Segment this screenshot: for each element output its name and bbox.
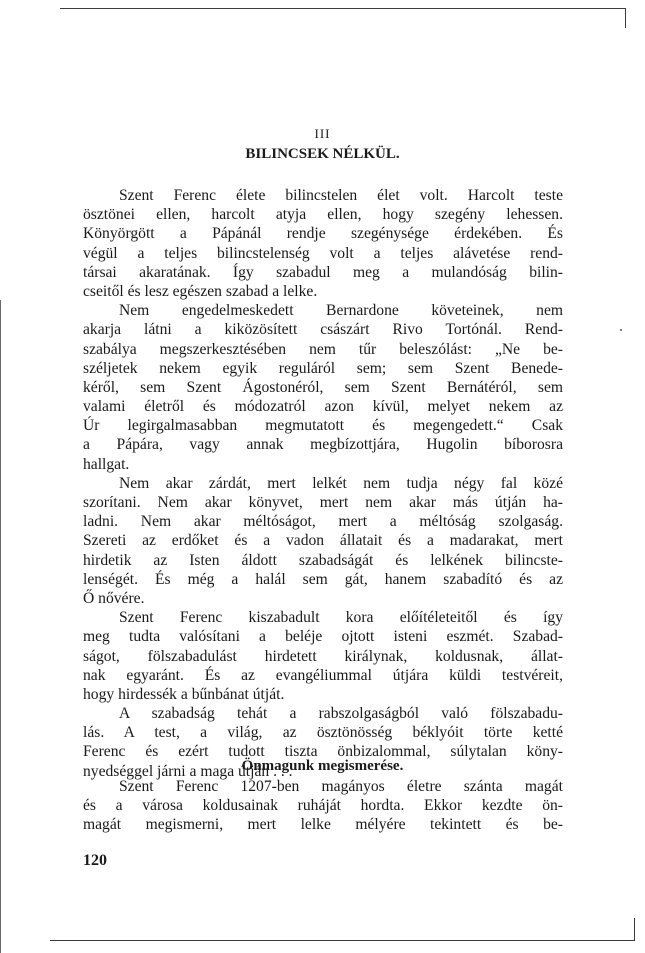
scan-border-right (625, 8, 626, 28)
body-text-main (83, 186, 563, 781)
text-line: lás. A test, a világ, az ösztönösség béklyóit törte ketté (83, 724, 563, 742)
text-line: széljetek nekem egyik reguláról sem; sem Szent Benede- (83, 359, 563, 377)
text-line: és a városa koldusainak ruháját hordta. Ekkor kezdte ön- (83, 797, 563, 815)
scan-border-left (0, 300, 1, 953)
text-line: szabálya megszerkesztésében nem tűr beleszólást: „Ne be- (83, 340, 563, 358)
text-line: akarja látni a kiközösített császárt Rivo Tortónál. Rend- (83, 321, 563, 339)
page-number: 120 (83, 852, 107, 869)
text-line: ösztönei ellen, harcolt atyja ellen, hogy szegény lehessen. (83, 206, 563, 224)
text-line: ságot, fölszabadulást hirdetett királynak, koldusnak, állat- (83, 647, 563, 665)
text-line: társai akaratának. Így szabadul meg a mulandóság bilin- (83, 263, 563, 281)
chapter-number: III (314, 126, 331, 141)
text-line: lenségét. És még a halál sem gát, hanem szabadító és az (83, 570, 563, 588)
body-text-section (83, 777, 563, 835)
scan-border-top (60, 8, 626, 9)
text-line: Szereti az erdőket és a vadon állatait és a madarakat, mert (83, 532, 563, 550)
text-line: Ferenc és ezért tudott tiszta önbizalommal, súlytalan köny- (83, 743, 563, 761)
text-line: hirdetik az Isten áldott szabadságát és lelkének bilincste- (83, 551, 563, 569)
text-line: nyedséggel járni a maga útján . . . (83, 762, 293, 780)
text-line: Úr legirgalmasabban megmutatott és megengedett.“ Csak (83, 417, 563, 435)
text-line: szorítani. Nem akar könyvet, mert nem akar más útján ha- (83, 494, 563, 511)
text-line: Nem engedelmeskedett Bernardone követeinek, nem (119, 302, 563, 320)
text-line: A szabadság tehát a rabszolgaságból való fölszabadu- (119, 705, 563, 723)
text-line: kéről, sem Szent Ágostonéról, sem Szent Bernátéról, sem (83, 378, 563, 396)
text-line: magát megismerni, mert lelke mélyére tekintett és be- (83, 816, 563, 834)
text-line: Szent Ferenc kiszabadult kora előítéleteitől és így (119, 609, 563, 627)
text-line: nak egyaránt. És az evangéliummal útjára küldi testvéreit, (83, 666, 563, 684)
text-line: ladni. Nem akar méltóságot, mert a méltóság szolgaság. (83, 513, 563, 531)
text-line: Szent Ferenc 1207-ben magányos életre szánta magát (119, 778, 563, 795)
scan-border-bottom (50, 940, 635, 941)
text-line: Ő nővére. (83, 589, 145, 607)
text-line: a Pápára, vagy annak megbízottjára, Hugolin bíborosra (83, 436, 563, 454)
section-heading: Önmagunk megismerése. (241, 758, 404, 774)
text-line: valami életről és módozatról azon kívül, melyet nekem az (83, 398, 563, 416)
scan-border-right-lower (634, 918, 635, 940)
text-line: Nem akar zárdát, mert lelkét nem tudja négy fal közé (119, 474, 563, 492)
text-line: cseitől és lesz egészen szabad a lelke. (83, 282, 318, 300)
text-line: hallgat. (83, 455, 130, 473)
text-line: Szent Ferenc élete bilincstelen élet volt. Harcolt teste (119, 187, 563, 204)
text-line: végül a teljes bilincstelenség volt a teljes alávetése rend- (83, 244, 563, 262)
margin-speck (620, 329, 622, 331)
text-line: hogy hirdessék a bűnbánat útját. (83, 685, 285, 703)
text-line: meg tudta valósítani a beléje ojtott isteni eszmét. Szabad- (83, 628, 563, 646)
text-line: Könyörgött a Pápánál rendje szegénysége érdekében. És (83, 225, 563, 243)
chapter-title: BILINCSEK NÉLKÜL. (245, 146, 400, 162)
